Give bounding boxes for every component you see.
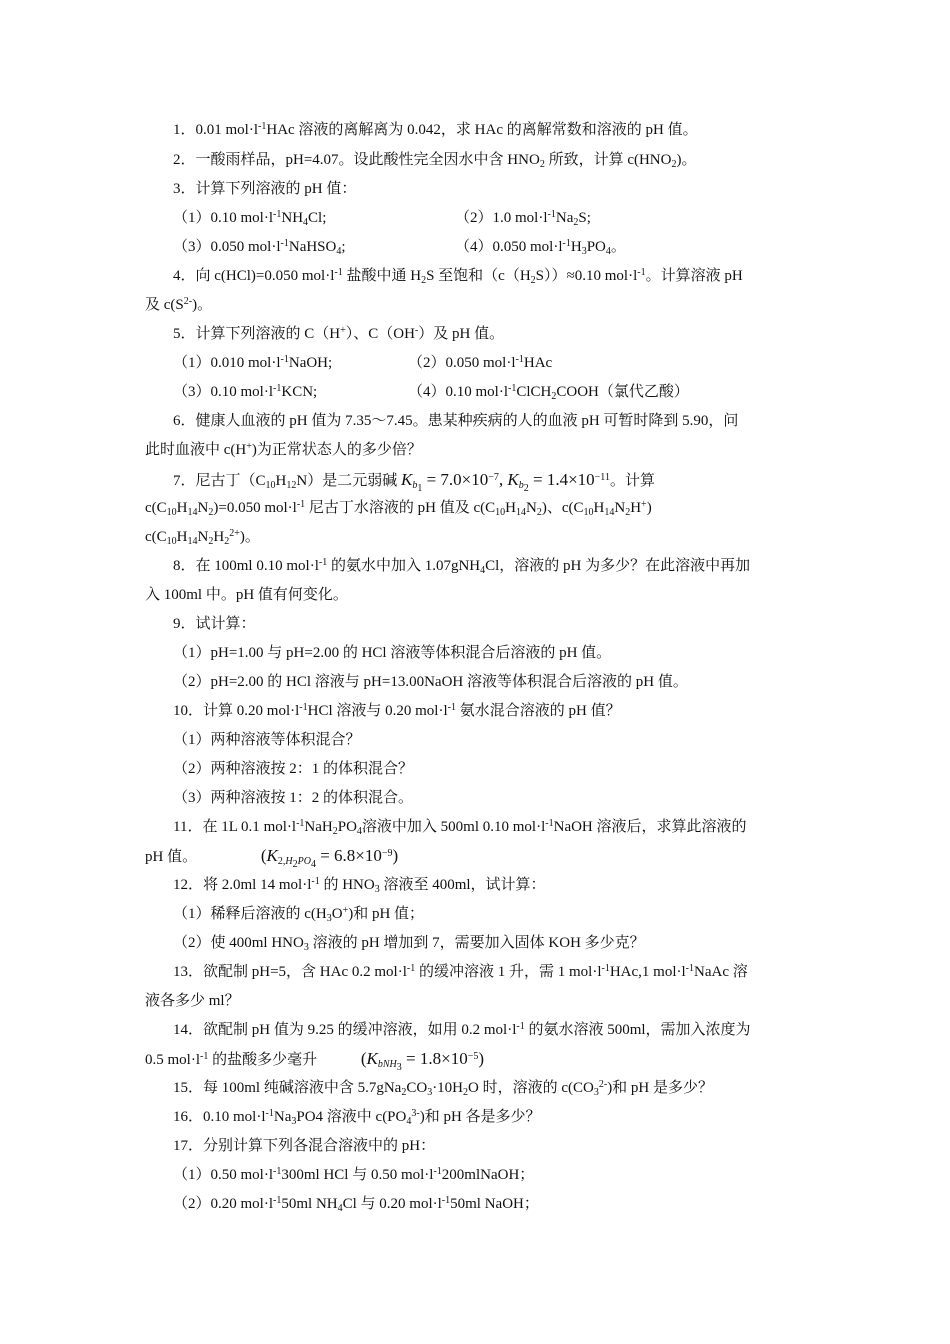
question-3-part-1: （1）0.10 $mol\cdot l^{-1}NH_4Cl$; <box>173 209 327 228</box>
question-7: 7．尼古丁$(C_{10}H_{12}N)$是二元弱碱 $K_{b_1} = 7.0\times 10^{-7}$, $K_{b_2} = 1.4\times 10^{-11}$。计算 <box>173 470 655 494</box>
question-3-part-3: （3）0.050 $mol\cdot l^{-1}NaHSO_4$; <box>173 238 346 257</box>
question-3-part-4: （4）0.050 $mol\cdot l^{-1}H_3PO_4$。 <box>455 238 626 257</box>
question-4-cont: 及 $c(S^{2-})$。 <box>145 296 213 313</box>
question-11-cont: pH 值。 $(K_{2,H_2PO_4} = 6.8\times 10^{-9})$ <box>145 846 399 870</box>
question-6-cont: 此时血液中 c(H+)为正常状态人的多少倍？ <box>145 441 422 458</box>
question-14: 14．欲配制 pH 值为 9.25 的缓冲溶液，如用 0.2 $mol\cdot l^{-1}$ 的氨水溶液 500ml，需加入浓度为 <box>173 1021 751 1038</box>
question-10-part-3: （3）两种溶液按 1：2 的体积混合。 <box>173 790 414 806</box>
question-17-part-1: （1）0.50 $mol\cdot l^{-1}300ml$ HCl 与 0.50 $mol\cdot l^{-1}200mlNaOH$； <box>173 1166 535 1183</box>
question-9: 9．试计算： <box>173 616 256 632</box>
question-12-part-1: （1）稀释后溶液的 $c(H_3O^+)$和 pH 值； <box>173 905 425 924</box>
question-17-part-2: （2）0.20 $mol\cdot l^{-1}50ml$ $NH_4Cl$ 与 0.20 $mol\cdot l^{-1}50ml$ NaOH； <box>173 1195 539 1214</box>
question-8-cont: 入 100ml 中。pH 值有何变化。 <box>145 587 348 603</box>
question-4: 4．向 c(HCl)=0.050 $mol\cdot l^{-1}$ 盐酸中通 $H_2S$ 至饱和$(c(H_2S))\approx 0.10$ $mol\cdot l^{-1}$。计算溶液 pH <box>173 267 743 286</box>
kb-formula: $K_{b_1} = 7.0\times 10^{-7}$, $K_{b_2} = 1.4\times 10^{-11}$ <box>400 470 610 494</box>
question-10-part-2: （2）两种溶液按 2：1 的体积混合？ <box>173 761 414 777</box>
question-13-cont: 液各多少 ml？ <box>145 993 240 1009</box>
question-6: 6．健康人血液的 pH 值为 7.35～7.45。患某种疾病的人的血液 pH 可暂时降到 5.90，问 <box>173 413 739 429</box>
question-10: 10．计算 0.20 $mol\cdot l^{-1}HCl$ 溶液与 0.20 $mol\cdot l^{-1}$ 氨水混合溶液的 pH 值？ <box>173 702 621 719</box>
question-5-part-3: （3）0.10 $mol\cdot l^{-1}KCN$; <box>173 383 318 400</box>
question-3: 3．计算下列溶液的 pH 值： <box>173 181 357 197</box>
question-17: 17．分别计算下列各混合溶液中的 pH： <box>173 1138 436 1154</box>
question-5-part-2: （2）0.050 $mol\cdot l^{-1}HAc$ <box>408 354 553 371</box>
question-3-part-2: （2）1.0 $mol\cdot l^{-1}Na_2S$; <box>455 209 591 228</box>
question-13: 13．欲配制 pH=5，含 HAc 0.2 $mol\cdot l^{-1}$ 的缓冲溶液 1 升，需 1 $mol\cdot l^{-1}HAc,1$ $mol\cdot l^{-1}NaAc$ 溶 <box>173 963 748 980</box>
question-16: 16．0.10 $mol\cdot l^{-1}Na_3PO4$ 溶液中 $c(PO_4^{3-})$和 pH 各是多少？ <box>173 1108 541 1127</box>
question-11: 11．在 1L 0.1 $mol\cdot l^{-1}NaH_2PO_4$溶液中加入 500ml 0.10 $mol\cdot l^{-1}NaOH$ 溶液后，求算此溶液的 <box>173 818 747 837</box>
question-10-part-1: （1）两种溶液等体积混合？ <box>173 732 361 748</box>
question-14-cont: 0.5 $mol\cdot l^{-1}$ 的盐酸多少毫升 $(K_{bNH_3} = 1.8\times 10^{-5})$ <box>145 1049 485 1073</box>
question-5-part-4: （4）0.10 $mol\cdot l^{-1}ClCH_2COOH$（氯代乙酸） <box>408 383 689 402</box>
question-12: 12．将 2.0ml 14 $mol\cdot l^{-1}$ 的 $HNO_3$ 溶液至 400ml，试计算： <box>173 876 546 895</box>
question-9-part-1: （1）pH=1.00 与 pH=2.00 的 HCl 溶液等体积混合后溶液的 pH 值。 <box>173 645 612 661</box>
question-1: 1．0.01 $mol\cdot l^{-1}HAc$ 溶液的离解离为 0.042，求 HAc 的离解常数和溶液的 pH 值。 <box>173 121 698 138</box>
question-9-part-2: （2）pH=2.00 的 HCl 溶液与 pH=13.00NaOH 溶液等体积混合后溶液的 pH 值。 <box>173 674 688 690</box>
question-5: 5．计算下列溶液的 C（H+）、C（OH-）及 pH 值。 <box>173 325 505 342</box>
question-7-cont-1: $c(C_{10}H_{14}N_2)=0.050$ $mol\cdot l^{-1}$ 尼古丁水溶液的 pH 值及 $c(C_{10}H_{14}N_2)$、$c(C_{10}H_{14}N_2H^+)$ <box>145 499 652 518</box>
kb-nh3-formula: $(K_{bNH_3} = 1.8\times 10^{-5})$ <box>360 1049 485 1073</box>
question-7-cont-2: $c(C_{10}H_{14}N_2H_2^{2+})$。 <box>145 528 260 547</box>
question-12-part-2: （2）使 400ml $HNO_3$ 溶液的 pH 增加到 7，需要加入固体 KOH 多少克？ <box>173 935 645 953</box>
question-8: 8．在 100ml 0.10 $mol\cdot l^{-1}$ 的氨水中加入 1.07gNH$_4$Cl，溶液的 pH 为多少？在此溶液中再加 <box>173 557 751 576</box>
question-15: 15．每 100ml 纯碱溶液中含 $5.7gNa_2CO_3\cdot 10H_2O$ 时，溶液的 $c(CO_3^{2-})$和 pH 是多少？ <box>173 1079 714 1098</box>
question-2: 2．一酸雨样品，pH=4.07。设此酸性完全因水中含 $HNO_2$ 所致，计算 $c(HNO_2)$。 <box>173 152 697 170</box>
ka-formula: $(K_{2,H_2PO_4} = 6.8\times 10^{-9})$ <box>260 846 399 870</box>
question-5-part-1: （1）0.010 $mol\cdot l^{-1}NaOH$; <box>173 354 333 371</box>
